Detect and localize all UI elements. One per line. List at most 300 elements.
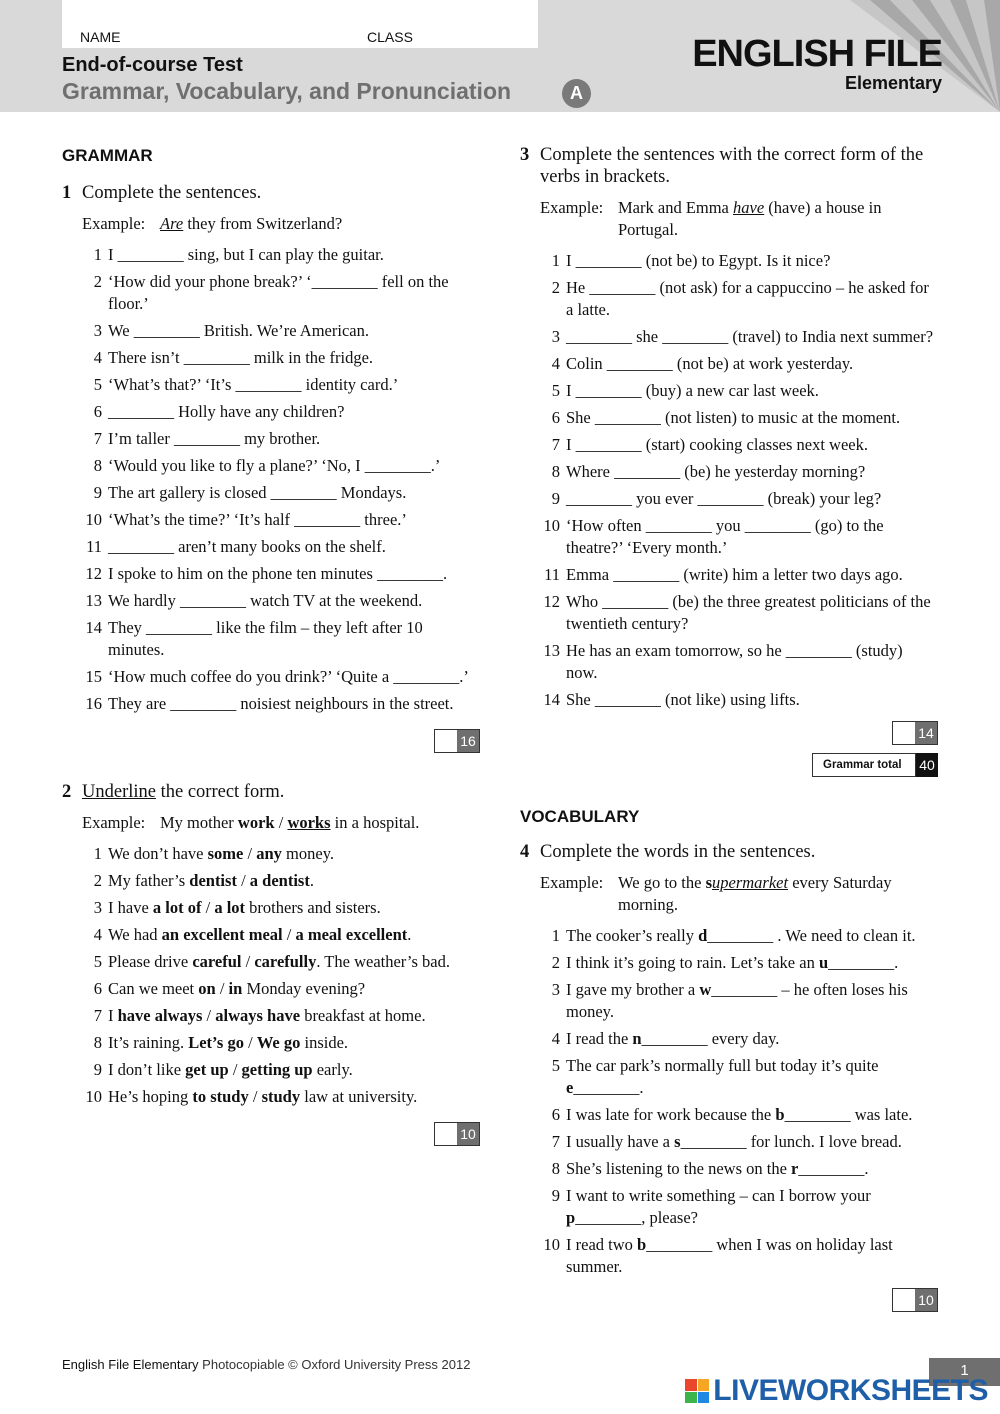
item-number: 4 [551,354,560,373]
list-item [520,407,938,429]
right-column [520,144,938,1312]
item-post: . [309,871,314,890]
item-letter: d [698,926,708,945]
option-separator: / [243,844,257,863]
list-item [62,374,480,396]
footer-brand: English File Elementary [62,1357,199,1372]
item-text[interactable]: ________ she ________ (travel) to India next summer? [566,327,934,346]
item-post: . The weather’s bad. [316,952,450,971]
example-sep: / [274,813,288,832]
item-number: 5 [551,381,560,400]
item-text[interactable]: ‘How much coffee do you drink?’ ‘Quite a ________.’ [108,667,469,686]
list-item [520,952,938,974]
item-number: 8 [93,456,102,475]
list-item [520,250,938,272]
option-separator: / [282,925,296,944]
q1-score [62,729,480,753]
option-b[interactable]: a meal excellent [295,925,408,944]
item-text[interactable]: ‘Would you like to fly a plane?’ ‘No, I ________.’ [108,456,441,475]
score-max: 10 [915,1289,937,1311]
q4-header [520,841,938,863]
list-item [520,1131,938,1153]
class-label: CLASS [367,29,413,45]
item-text[interactable]: Emma ________ (write) him a letter two days ago. [566,565,903,584]
example-letter: s [705,873,712,892]
score-max: 14 [915,722,937,744]
item-letter: r [791,1159,799,1178]
item-text[interactable]: ‘What’s that?’ ‘It’s ________ identity card.’ [108,375,399,394]
q1-list [62,244,480,715]
item-number: 2 [93,272,102,291]
q1-number: 1 [62,183,72,203]
item-pre: I read the [566,1029,633,1048]
item-text[interactable]: There isn’t ________ milk in the fridge. [108,348,374,367]
option-b[interactable]: carefully [254,952,317,971]
item-number: 2 [93,871,102,890]
option-b[interactable]: a lot [214,898,246,917]
item-post: ________. [828,953,899,972]
item-text [100,1086,417,1108]
option-separator: / [201,898,215,917]
item-pre: I [108,1006,118,1025]
item-text[interactable] [558,1055,938,1099]
example-label: Example: [82,214,146,233]
item-number: 1 [551,251,560,270]
score-input[interactable] [893,722,915,744]
example-answer: Are [160,214,184,233]
item-number: 12 [85,564,102,583]
score-max: 16 [457,730,479,752]
item-text[interactable] [558,1131,902,1153]
item-number: 5 [93,952,102,971]
item-pre: I read two [566,1235,638,1254]
item-post: ________ every day. [641,1029,780,1048]
item-number: 13 [85,591,102,610]
item-post: . [407,925,412,944]
item-post: ________ when I was on holiday last summer. [566,1235,893,1276]
list-item [62,1005,480,1027]
item-text[interactable]: I’m taller ________ my brother. [108,429,321,448]
footer-copyright [62,1357,470,1372]
option-b[interactable]: always have [215,1006,301,1025]
option-b[interactable]: We go [256,1033,301,1052]
option-a[interactable]: dentist [189,871,237,890]
item-number: 15 [85,667,102,686]
list-item [520,640,938,684]
item-text[interactable]: Where ________ (be) he yesterday morning? [566,462,866,481]
item-text [100,1005,426,1027]
item-number: 9 [551,489,560,508]
item-text[interactable]: ________ aren’t many books on the shelf. [108,537,386,556]
score-input[interactable] [435,1123,457,1145]
list-item [62,951,480,973]
option-separator: / [228,1060,242,1079]
q2-list [62,843,480,1108]
grammar-heading: GRAMMAR [62,146,153,165]
item-number: 5 [93,375,102,394]
option-a[interactable]: a lot of [152,898,202,917]
liveworksheets-logo-icon [685,1379,709,1403]
list-item [520,1104,938,1126]
q4-instruction: Complete the words in the sentences. [540,842,816,862]
item-number: 14 [85,618,102,637]
list-item [520,564,938,586]
list-item [520,925,938,947]
item-text [100,897,381,919]
list-item [62,617,480,661]
item-letter: e [566,1078,574,1097]
item-number: 3 [93,898,102,917]
item-number: 6 [93,402,102,421]
item-pre: I think it’s going to rain. Let’s take an [566,953,819,972]
item-text[interactable]: We ________ British. We’re American. [108,321,369,340]
item-text [100,951,450,973]
list-item [62,1032,480,1054]
item-text[interactable]: ‘How did your phone break?’ ‘________ fell on the floor.’ [108,272,449,313]
list-item [62,897,480,919]
item-number: 14 [543,690,560,709]
q1-example [82,213,480,235]
q1-instruction: Complete the sentences. [82,183,262,203]
item-pre: I have [108,898,153,917]
option-a[interactable]: an excellent meal [161,925,283,944]
item-number: 7 [93,429,102,448]
item-number: 3 [93,321,102,340]
item-number: 4 [551,1029,560,1048]
item-text[interactable]: ________ you ever ________ (break) your leg? [566,489,882,508]
test-subtitle: Grammar, Vocabulary, and Pronunciation [62,78,512,104]
item-text[interactable] [558,925,916,947]
q3-list [520,250,938,711]
q3-example [540,197,938,241]
list-item [62,978,480,1000]
item-text[interactable]: He has an exam tomorrow, so he ________ (study) now. [566,641,903,682]
example-text-end: in a hospital. [330,813,420,832]
liveworksheets-watermark [685,1374,988,1408]
list-item [62,1086,480,1108]
list-item [62,590,480,612]
item-text [100,843,334,865]
item-number: 5 [551,1056,560,1075]
option-separator: / [236,871,250,890]
item-pre: We don’t have [108,844,208,863]
example-label: Example: [82,813,146,832]
item-number: 4 [93,925,102,944]
q2-header [62,781,480,803]
list-item [62,320,480,342]
option-b[interactable]: any [256,844,282,863]
name-label: NAME [80,29,121,45]
item-text [100,924,411,946]
item-text [100,978,365,1000]
item-letter: u [818,953,829,972]
item-post: inside. [300,1033,349,1052]
level-label: Elementary [844,73,942,93]
item-number: 10 [543,516,560,535]
item-text[interactable]: ‘What’s the time?’ ‘It’s half ________ three.’ [108,510,407,529]
item-number: 8 [93,1033,102,1052]
q3-number: 3 [520,145,530,165]
list-item [62,347,480,369]
grammar-total-value: 40 [916,753,938,777]
option-a[interactable]: to study [192,1087,249,1106]
vocabulary-heading: VOCABULARY [520,807,640,826]
item-text[interactable]: Who ________ (be) the three greatest politicians of the twentieth century? [566,592,931,633]
item-text[interactable]: I ________ sing, but I can play the guitar. [108,245,384,264]
item-text[interactable]: She ________ (not like) using lifts. [566,690,800,709]
list-item [62,870,480,892]
item-text[interactable]: She ________ (not listen) to music at the moment. [566,408,901,427]
list-item [520,515,938,559]
item-number: 8 [551,462,560,481]
name-class-box [62,0,538,48]
grammar-total [520,753,938,777]
item-number: 9 [551,1186,560,1205]
list-item [520,380,938,402]
option-a[interactable]: on [198,979,216,998]
q2-example [82,812,480,834]
option-separator: / [248,1087,262,1106]
item-number: 2 [551,278,560,297]
item-number: 9 [93,483,102,502]
list-item [520,353,938,375]
item-number: 4 [93,348,102,367]
item-pre: It’s raining. [108,1033,189,1052]
item-number: 3 [551,980,560,999]
item-number: 16 [85,694,102,713]
version-badge: A [562,79,591,108]
item-number: 7 [93,1006,102,1025]
item-text[interactable]: They ________ like the film – they left after 10 minutes. [108,618,423,659]
item-post: ________. [573,1078,644,1097]
item-pre: My father’s [108,871,190,890]
item-number: 9 [93,1060,102,1079]
option-separator: / [202,1006,216,1025]
item-text[interactable] [558,1158,868,1180]
item-text [100,1032,348,1054]
left-column [62,140,480,1146]
item-letter: b [637,1235,647,1254]
list-item [62,455,480,477]
q2-instruction-underline: Underline [82,782,156,802]
item-post: ________ . We need to clean it. [707,926,916,945]
item-text[interactable]: I ________ (buy) a new car last week. [566,381,819,400]
score-input[interactable] [893,1289,915,1311]
item-text [100,1059,353,1081]
list-item [520,1028,938,1050]
item-pre: I usually have a [566,1132,675,1151]
item-post: ________ was late. [784,1105,913,1124]
watermark-text: LIVEWORKSHEETS [713,1374,988,1407]
list-item [520,488,938,510]
item-number: 6 [551,1105,560,1124]
item-text[interactable]: He ________ (not ask) for a cappuccino – he asked for a latte. [566,278,929,319]
q4-example [540,872,938,916]
list-item [62,924,480,946]
list-item [62,536,480,558]
item-number: 10 [543,1235,560,1254]
option-separator: / [241,952,255,971]
list-item [520,277,938,321]
item-post: law at university. [300,1087,418,1106]
option-a[interactable]: some [207,844,244,863]
page-number: 1 [929,1358,1000,1386]
item-number: 10 [85,1087,102,1106]
item-number: 10 [85,510,102,529]
option-a[interactable]: get up [185,1060,229,1079]
list-item [520,461,938,483]
q3-header [520,144,938,188]
q4-score [520,1288,938,1312]
option-b[interactable]: getting up [241,1060,313,1079]
list-item [62,244,480,266]
item-text [100,870,314,892]
item-text[interactable] [558,1234,938,1278]
item-number: 6 [93,979,102,998]
item-post: money. [281,844,335,863]
score-input[interactable] [435,730,457,752]
option-separator: / [243,1033,257,1052]
list-item [520,1234,938,1278]
q1-header [62,182,480,204]
list-item [62,666,480,688]
example-text-end: (have) a house in Portugal. [618,198,882,239]
item-letter: n [632,1029,642,1048]
item-number: 12 [543,592,560,611]
test-title: End-of-course Test [62,54,243,76]
example-option-a: work [237,813,275,832]
option-b[interactable]: a dentist [249,871,310,890]
example-answer: upermarket [712,873,789,892]
item-text[interactable]: I ________ (not be) to Egypt. Is it nice? [566,251,831,270]
item-post: ________ – he often loses his money. [566,980,908,1021]
item-number: 2 [551,953,560,972]
list-item [62,271,480,315]
list-item [62,428,480,450]
list-item [62,509,480,531]
item-pre: Please drive [108,952,193,971]
item-pre: The cooker’s really [566,926,699,945]
list-item [520,1158,938,1180]
list-item [520,979,938,1023]
q2-instruction: the correct form. [155,782,285,802]
item-number: 6 [551,408,560,427]
page-header [0,0,1000,112]
item-number: 3 [551,327,560,346]
example-answer: have [733,198,765,217]
item-text[interactable]: We hardly ________ watch TV at the weekend. [108,591,423,610]
item-number: 7 [551,1132,560,1151]
item-text[interactable] [558,979,938,1023]
option-a[interactable]: Let’s go [188,1033,244,1052]
list-item [520,689,938,711]
list-item [62,843,480,865]
example-text-end: every Saturday morning. [618,873,892,914]
list-item [62,563,480,585]
item-pre: I want to write something – can I borrow your [566,1186,871,1205]
item-letter: b [775,1105,785,1124]
list-item [62,482,480,504]
item-text[interactable]: I spoke to him on the phone ten minutes ________. [108,564,448,583]
item-number: 11 [86,537,102,556]
item-text[interactable]: ‘How often ________ you ________ (go) to the theatre?’ ‘Every month.’ [566,516,884,557]
item-post: breakfast at home. [300,1006,426,1025]
list-item [520,326,938,348]
item-text[interactable] [558,1104,912,1126]
grammar-total-label: Grammar total [812,753,916,777]
list-item [62,693,480,715]
item-number: 11 [544,565,560,584]
item-number: 7 [551,435,560,454]
q3-score [520,721,938,745]
option-a[interactable]: have always [117,1006,203,1025]
item-letter: s [674,1132,681,1151]
item-text[interactable]: I ________ (start) cooking classes next week. [566,435,868,454]
item-pre: I gave my brother a [566,980,700,999]
example-text: Mark and Emma [618,198,734,217]
item-post: brothers and sisters. [245,898,381,917]
example-label: Example: [540,198,604,217]
q2-score [62,1122,480,1146]
item-pre: I don’t like [108,1060,186,1079]
item-post: early. [312,1060,353,1079]
item-pre: I was late for work because the [566,1105,776,1124]
list-item [62,401,480,423]
example-text: We go to the [618,873,706,892]
item-letter: p [566,1208,576,1227]
brand-title: ENGLISH FILE [692,33,942,75]
q3-instruction: Complete the sentences with the correct form of the verbs in brackets. [540,145,924,187]
example-text: they from Switzerland? [183,214,343,233]
item-text[interactable] [558,952,898,974]
footer-text: Photocopiable © Oxford University Press 2012 [198,1357,471,1372]
item-text[interactable]: ________ Holly have any children? [108,402,345,421]
q4-list [520,925,938,1278]
item-pre: Can we meet [108,979,199,998]
item-number: 13 [543,641,560,660]
option-a[interactable]: careful [192,952,242,971]
list-item [62,1059,480,1081]
item-number: 1 [93,245,102,264]
list-item [520,1185,938,1229]
item-post: Monday evening? [242,979,366,998]
example-text: My mother [160,813,238,832]
item-pre: He’s hoping [108,1087,193,1106]
item-post: ________. [798,1159,869,1178]
item-text[interactable]: They are ________ noisiest neighbours in the street. [108,694,454,713]
item-text[interactable]: Colin ________ (not be) at work yesterday. [566,354,854,373]
q4-number: 4 [520,842,530,862]
list-item [520,434,938,456]
item-text[interactable] [558,1185,938,1229]
example-option-b: works [287,813,331,832]
score-max: 10 [457,1123,479,1145]
item-post: ________, please? [575,1208,698,1227]
item-pre: She’s listening to the news on the [566,1159,792,1178]
item-text[interactable]: The art gallery is closed ________ Mondays. [108,483,407,502]
item-text[interactable] [558,1028,779,1050]
item-letter: w [699,980,712,999]
item-pre: The car park’s normally full but today it’s quite [566,1056,879,1075]
option-b[interactable]: in [228,979,243,998]
item-post: ________ for lunch. I love bread. [680,1132,902,1151]
option-b[interactable]: study [261,1087,301,1106]
item-number: 8 [551,1159,560,1178]
item-pre: We had [108,925,162,944]
option-separator: / [215,979,229,998]
list-item [520,1055,938,1099]
item-number: 1 [93,844,102,863]
